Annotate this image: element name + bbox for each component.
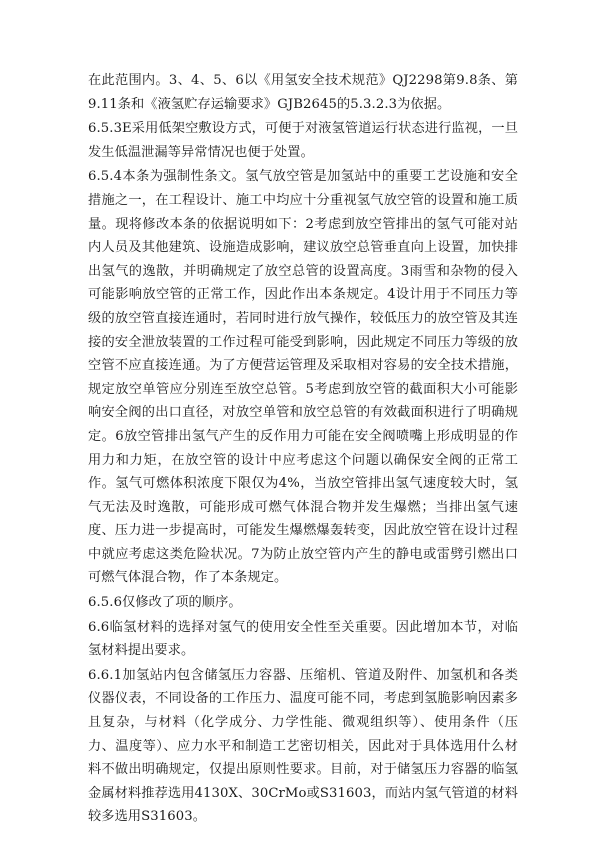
paragraph-6-6-1: 6.6.1加氢站内包含储氢压力容器、压缩机、管道及附件、加氢机和各类仪器仪表，不同设备的工作压力、温度可能不同，考虑到氢脆影响因素多且复杂，与材料（化学成分、力学性能、微观组织等）、使用条件（压力、温度等）、应力水平和制造工艺密切相关，因此对于具体选用什么材料不做出明确规定，仅提出原则性要求。目前，对于储氢压力容器的临氢金属材料推荐选用4130X、30CrMo或S31603，而站内氢气管道的材料较多选用S31603。	[88, 667, 518, 825]
paragraph-6-5-3: 6.5.3E采用低架空敷设方式，可便于对液氢管道运行状态进行监视，一旦发生低温泄漏等异常情况也便于处置。	[88, 121, 518, 160]
paragraph-6-6: 6.6临氢材料的选择对氢气的使用安全性至关重要。因此增加本节，对临氢材料提出要求。	[88, 619, 518, 659]
paragraph-continuation: 在此范围内。3、4、5、6以《用氢安全技术规范》QJ2298第9.8条、第9.11条和《液氢贮存运输要求》GJB2645的5.3.2.3为依据。	[88, 73, 518, 112]
document-page	[88, 69, 518, 829]
paragraph-6-5-4: 6.5.4本条为强制性条文。氢气放空管是加氢站中的重要工艺设施和安全措施之一，在工程设计、施工中均应十分重视氢气放空管的设置和施工质量。现将修改本条的依据说明如下：2考虑到放空管排出的氢气可能对站内人员及其他建筑、设施造成影响，建议放空总管垂直向上设置，加快排出氢气的逸散，并明确规定了放空总管的设置高度。3雨雪和杂物的侵入可能影响放空管的正常工作，因此作出本条规定。4设计用于不同压力等级的放空管直接连通时，若同时进行放气操作，较低压力的放空管及其连接的安全泄放装置的工作过程可能受到影响，因此规定不同压力等级的放空管不应直接连通。为了方便营运管理及采取相对容易的安全技术措施，规定放空单管应分别连至放空总管。5考虑到放空管的截面积大小可能影响安全阀的出口直径，对放空单管和放空总管的有效截面积进行了明确规定。6放空管排出氢气产生的反作用力可能在安全阀喷嘴上形成明显的作用力和力矩，在放空管的设计中应考虑这个问题以确保安全阀的正常工作。氢气可燃体积浓度下限仅为4%，当放空管排出氢气速度较大时，氢气无法及时逸散，可能形成可燃气体混合物并发生爆燃；当排出氢气速度、压力进一步提高时，可能发生爆燃爆轰转变，因此放空管在设计过程中就应考虑这类危险状况。7为防止放空管内产生的静电或雷劈引燃出口可燃气体混合物，作了本条规定。	[88, 169, 518, 586]
paragraph-6-5-6: 6.5.6仅修改了项的顺序。	[88, 595, 242, 611]
